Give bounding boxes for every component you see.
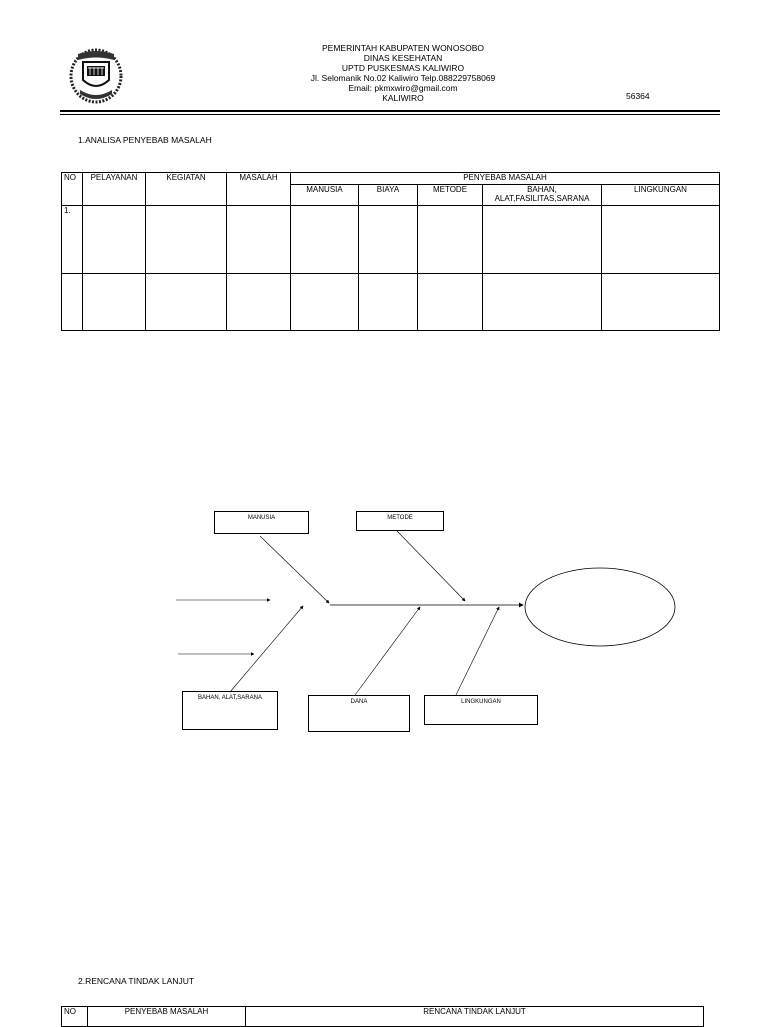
fishbone-bone-lingkungan (456, 607, 499, 695)
section-1-title: ANALISA PENYEBAB MASALAH (85, 135, 212, 145)
fishbone-box-manusia: MANUSIA (214, 511, 309, 534)
header-no: NO (62, 173, 83, 206)
header-line-department: DINAS KESEHATAN (363, 53, 443, 63)
fishbone-bone-dana (355, 607, 420, 695)
section-1-number: 1. (78, 135, 86, 145)
row-1-no: 1. (62, 206, 83, 274)
header-penyebab-masalah: PENYEBAB MASALAH (88, 1007, 246, 1027)
fishbone-bone-metode (397, 531, 465, 601)
header-penyebab-masalah: PENYEBAB MASALAH (291, 173, 720, 185)
fishbone-bone-manusia (260, 536, 329, 603)
header-line-address: Jl. Selomanik No.02 Kaliwiro Telp.088229758069 (310, 73, 496, 83)
header-rencana-tindak-lanjut: RENCANA TINDAK LANJUT (246, 1007, 704, 1027)
header-line-email: Email: pkmxwiro@gmail.com (348, 83, 458, 93)
header-line-unit: UPTD PUSKESMAS KALIWIRO (341, 63, 465, 73)
header-bahan: BAHAN, ALAT,FASILITAS,SARANA (483, 185, 602, 206)
header-line-city: KALIWIRO (382, 93, 424, 103)
header-biaya: BIAYA (359, 185, 418, 206)
fishbone-box-lingkungan: LINGKUNGAN (424, 695, 538, 725)
header-manusia: MANUSIA (291, 185, 359, 206)
section-2-heading (78, 976, 194, 986)
section-2-number: 2. (78, 976, 86, 986)
fishbone-box-bahan: BAHAN, ALAT,SARANA (182, 691, 278, 730)
header-masalah: MASALAH (227, 173, 291, 206)
postal-code: 56364 (626, 91, 650, 101)
header-pelayanan: PELAYANAN (83, 173, 146, 206)
header-line-government: PEMERINTAH KABUPATEN WONOSOBO (322, 43, 484, 53)
fishbone-box-metode: METODE (356, 511, 444, 531)
fishbone-bone-bahan (230, 606, 303, 692)
header-no: NO (62, 1007, 88, 1027)
header-kegiatan: KEGIATAN (146, 173, 227, 206)
header-metode: METODE (418, 185, 483, 206)
header-lingkungan: LINGKUNGAN (602, 185, 720, 206)
section-2-title: RENCANA TINDAK LANJUT (85, 976, 195, 986)
fishbone-head-ellipse (525, 568, 675, 646)
fishbone-box-dana: DANA (308, 695, 410, 732)
